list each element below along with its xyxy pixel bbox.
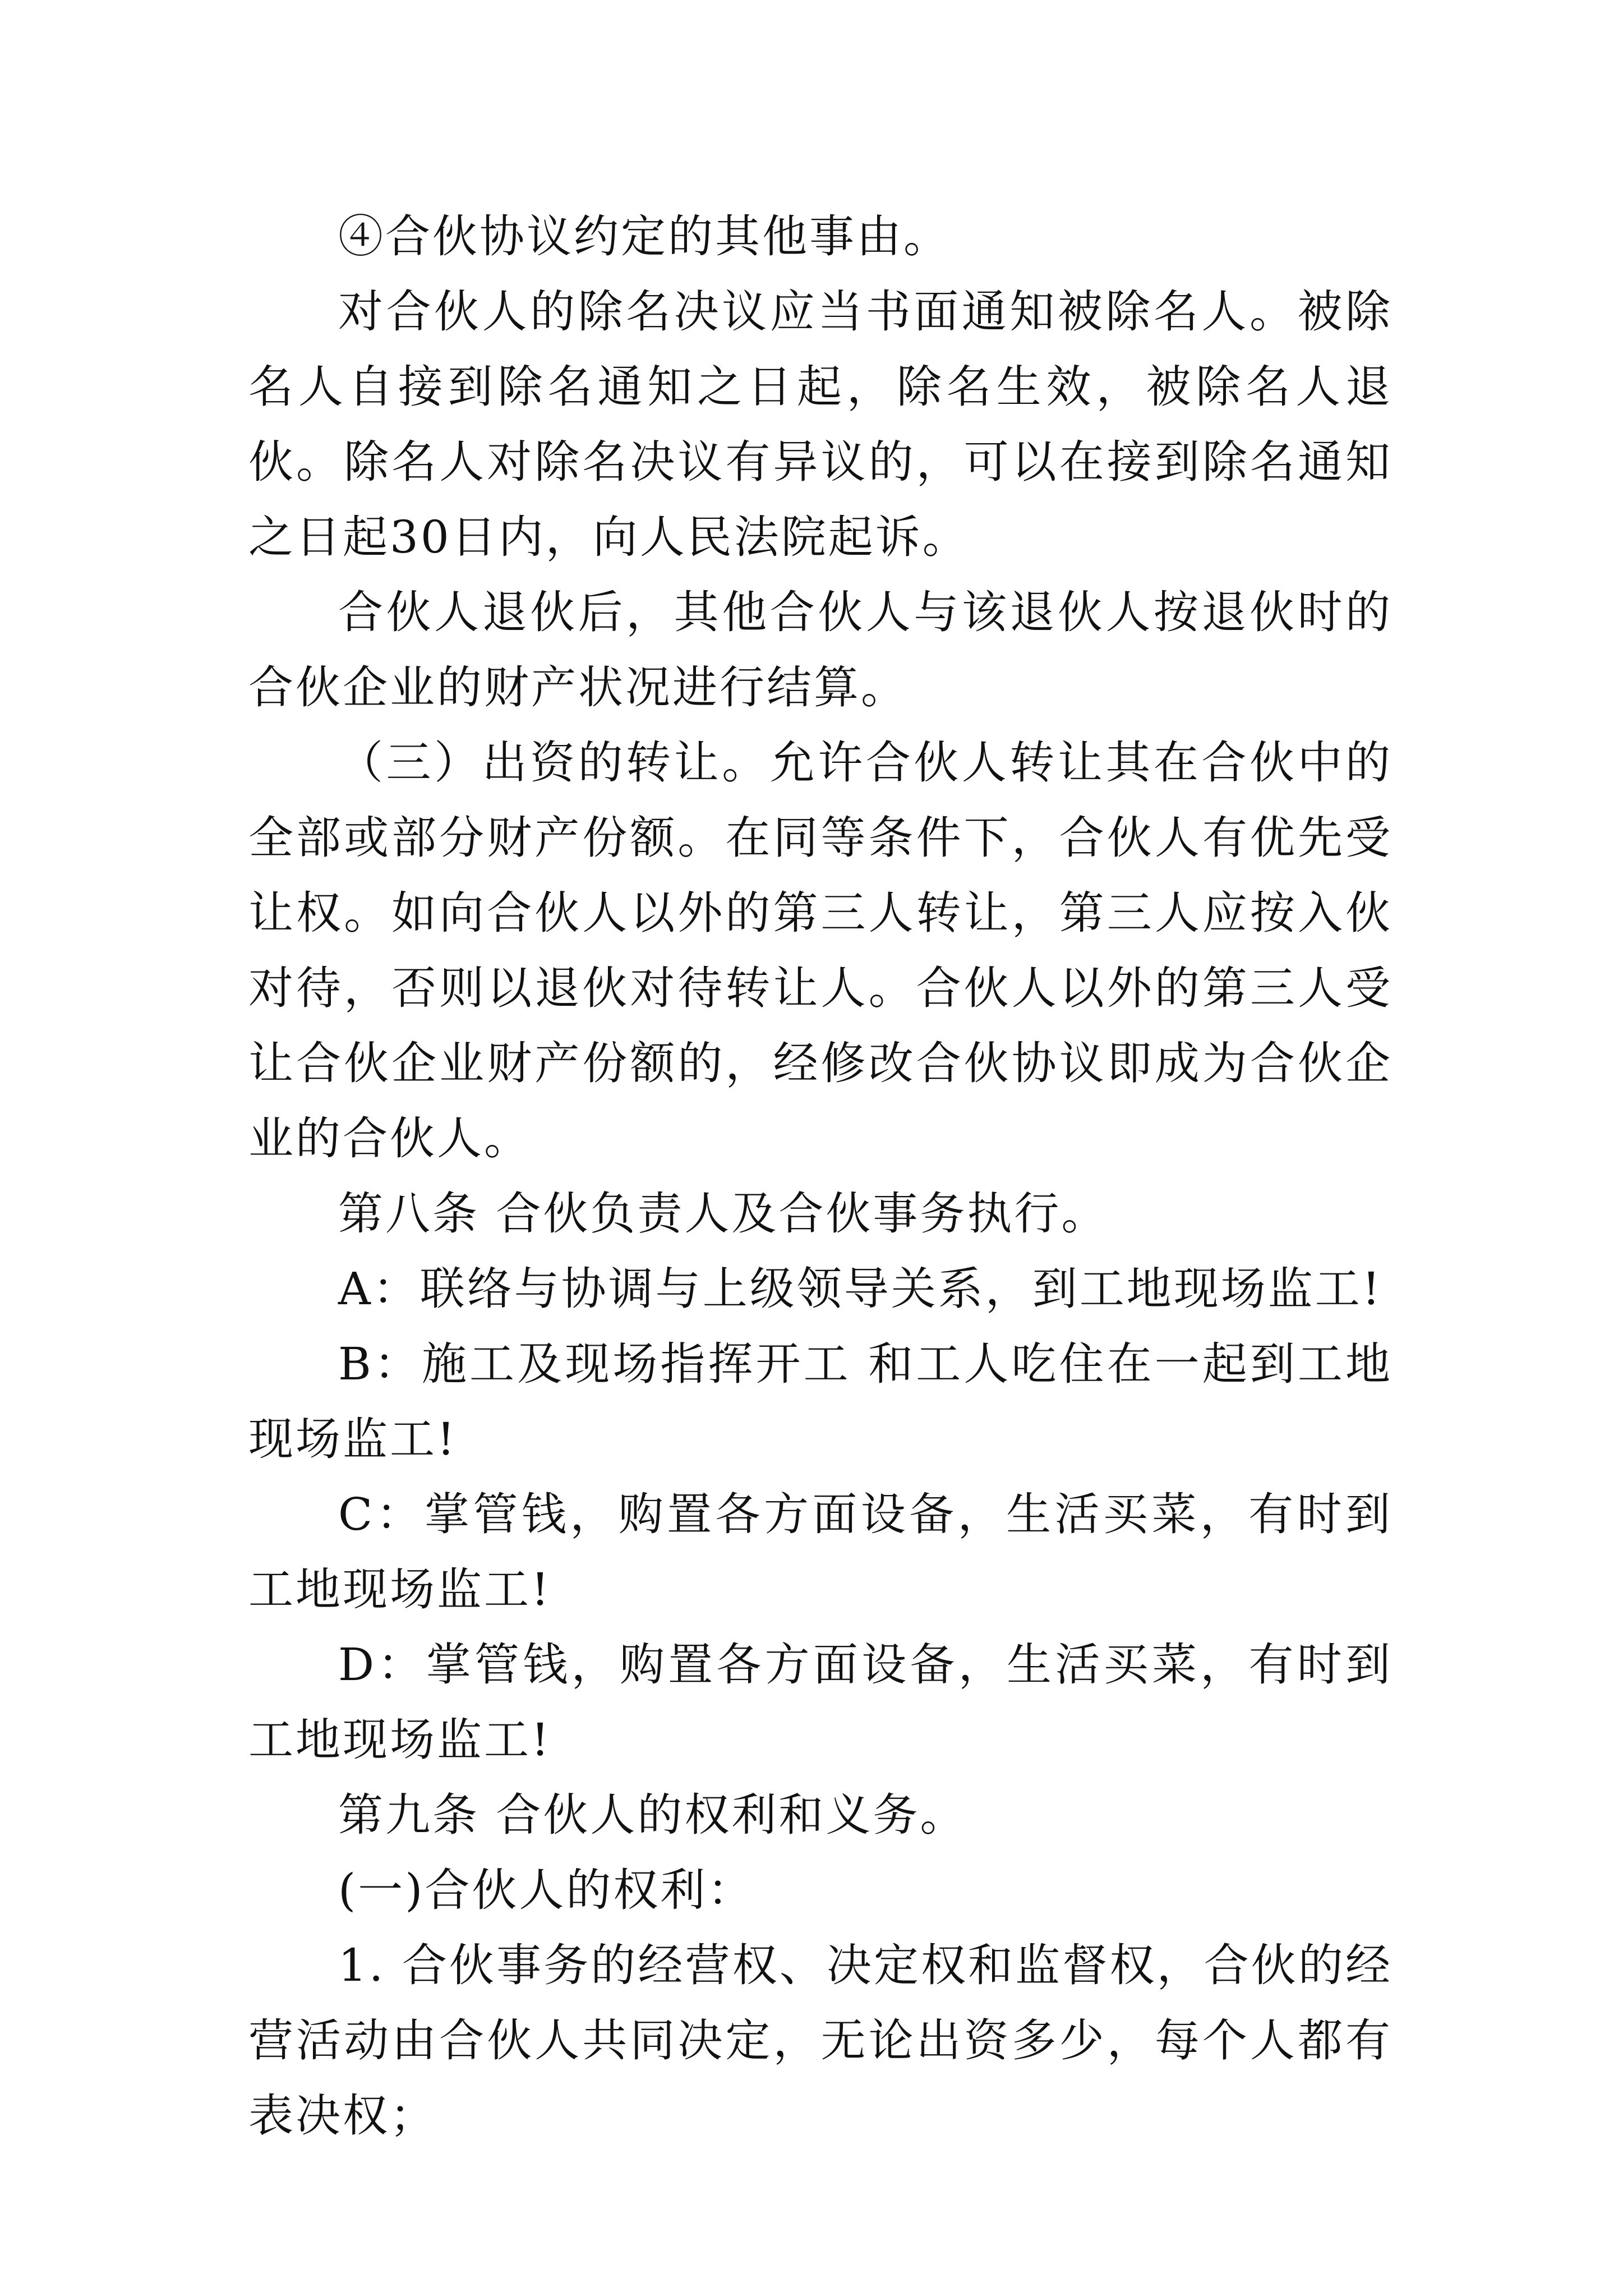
- paragraph-withdrawal-settlement: 合伙人退伙后，其他合伙人与该退伙人按退伙时的合伙企业的财产状况进行结算。: [248, 586, 1393, 714]
- duty-item-c: C：掌管钱，购置各方面设备，生活买菜，有时到工地现场监工!: [248, 1488, 1393, 1616]
- duty-item-a: A：联络与协调与上级领导关系，到工地现场监工!: [338, 1263, 1382, 1315]
- right-item-one: 1. 合伙事务的经营权、决定权和监督权，合伙的经营活动由合伙人共同决定，无论出资多少，每个人都有表决权；: [248, 1939, 1393, 2142]
- article-eight-heading: 第八条 合伙负责人及合伙事务执行。: [338, 1188, 1109, 1240]
- article-nine-heading: 第九条 合伙人的权利和义务。: [338, 1789, 967, 1841]
- duty-item-d: D：掌管钱，购置各方面设备，生活买菜，有时到工地现场监工!: [248, 1639, 1393, 1766]
- partner-rights-heading: (一)合伙人的权利：: [338, 1864, 755, 1916]
- document-body: [248, 199, 1393, 2154]
- duty-item-b: B：施工及现场指挥开工 和工人吃住在一起到工地现场监工!: [248, 1338, 1393, 1465]
- paragraph-capital-transfer: （三）出资的转让。允许合伙人转让其在合伙中的全部或部分财产份额。在同等条件下，合伙人有优先受让权。如向合伙人以外的第三人转让，第三人应按入伙对待，否则以退伙对待转让人。合伙人以外的第三人受让合伙企业财产份额的，经修改合伙协议即成为合伙企业的合伙人。: [248, 737, 1393, 1165]
- paragraph-other-reasons: ④合伙协议约定的其他事由。: [338, 210, 951, 263]
- paragraph-expulsion-notice: 对合伙人的除名决议应当书面通知被除名人。被除名人自接到除名通知之日起，除名生效，被除名人退伙。除名人对除名决议有异议的，可以在接到除名通知之日起30日内，向人民法院起诉。: [248, 286, 1393, 563]
